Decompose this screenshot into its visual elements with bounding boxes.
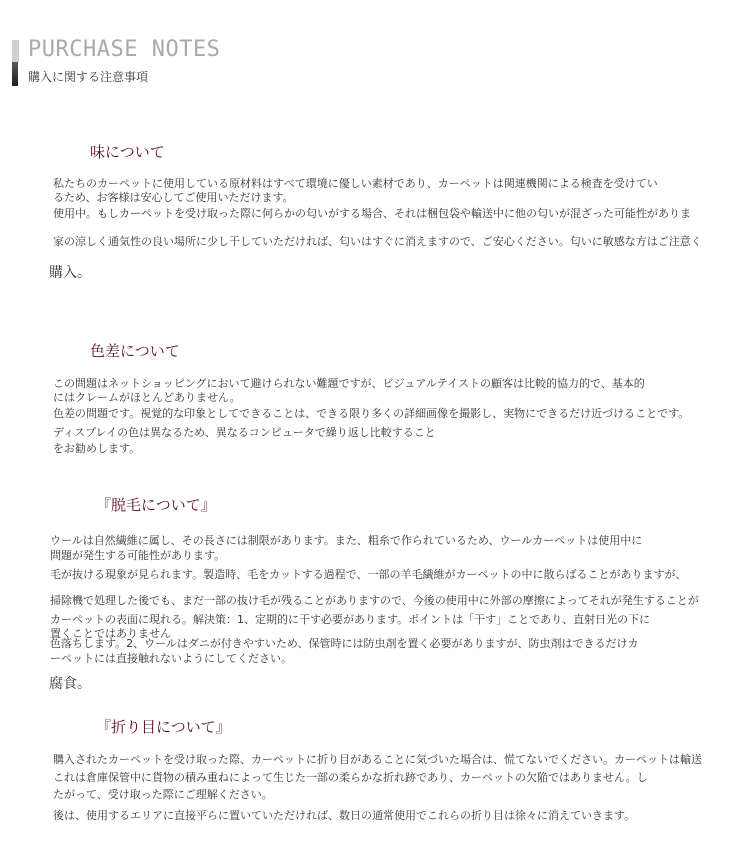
section-text-line: これは倉庫保管中に貨物の積み重ねによって生じた一部の柔らかな折れ跡であり、カーペットの欠陥ではありません。し	[53, 771, 648, 784]
header-accent-bar	[12, 40, 19, 62]
section-text-line: 色落ちします。2、ウールはダニが付きやすいため、保管時には防虫剤を置く必要がありますが、防虫剤はできるだけカ	[50, 637, 639, 650]
section-text-line: ディスプレイの色は異なるため、異なるコンピュータで繰り返し比較すること	[53, 426, 436, 439]
section-text-line: カーペットの表面に現れる。解決策：1、定期的に干す必要があります。ポイントは「干す」ことであり、直射日光の下に	[50, 613, 651, 626]
section-text-line: 腐食。	[49, 676, 91, 692]
section-text-line: 問題が発生する可能性があります。	[50, 549, 226, 562]
section-text-line: ウールは自然繊維に属し、その長さには制限があります。また、粗糸で作られているため、ウールカーペットは使用中に	[50, 534, 643, 547]
section-text-line: 置くことではありません	[50, 627, 171, 640]
section-title-crease: 『折り目について』	[96, 718, 231, 736]
header-accent-bar-dark	[12, 62, 18, 86]
section-text-line: 購入。	[49, 265, 91, 281]
page-title: PURCHASE NOTES	[28, 37, 221, 62]
section-text-line: ーペットには直接触れないようにしてください。	[50, 652, 292, 665]
section-text-line: 私たちのカーペットに使用している原材料はすべて環境に優しい素材であり、カーペットは関連機関による検査を受けてい	[53, 177, 658, 190]
section-text-line: るため、お客様は安心してご使用いただけます。	[53, 191, 294, 204]
section-text-line: 毛が抜ける現象が見られます。製造時、毛をカットする過程で、一部の羊毛繊維がカーペットの中に散らばることがありますが、	[50, 568, 687, 581]
page-subtitle: 購入に関する注意事項	[28, 70, 149, 84]
section-text-line: 使用中。もしカーペットを受け取った際に何らかの匂いがする場合、それは梱包袋や輸送中に他の匂いが混ざった可能性がありま	[53, 207, 691, 220]
section-text-line: 色差の問題です。視覚的な印象としてできることは、できる限り多くの詳細画像を撮影し、実物にできるだけ近づけることです。	[53, 407, 690, 420]
section-text-line: 購入されたカーペットを受け取った際、カーペットに折り目があることに気づいた場合は、慌てないでください。カーペットは輸送	[53, 753, 702, 766]
section-title-shedding: 『脱毛について』	[96, 496, 216, 514]
section-text-line: にはクレームがほとんどありません。	[53, 391, 241, 404]
section-text-line: 家の涼しく通気性の良い場所に少し干していただければ、匂いはすぐに消えますので、ご安心ください。匂いに敏感な方はご注意く	[53, 235, 702, 248]
section-title-color: 色差について	[90, 342, 180, 360]
section-text-line: たがって、受け取った際にご理解ください。	[53, 788, 273, 801]
section-text-line: をお勧めします。	[53, 442, 141, 455]
section-title-smell: 味について	[90, 143, 165, 161]
section-text-line: この問題はネットショッピングにおいて避けられない難題ですが、ビジュアルテイストの顧客は比較的協力的で、基本的	[53, 377, 645, 390]
section-text-line: 後は、使用するエリアに直接平らに置いていただければ、数日の通常使用でこれらの折り目は徐々に消えていきます。	[53, 809, 636, 822]
section-text-line: 掃除機で処理した後でも、まだ一部の抜け毛が残ることがありますので、今後の使用中に外部の摩擦によってそれが発生することが	[50, 594, 699, 607]
